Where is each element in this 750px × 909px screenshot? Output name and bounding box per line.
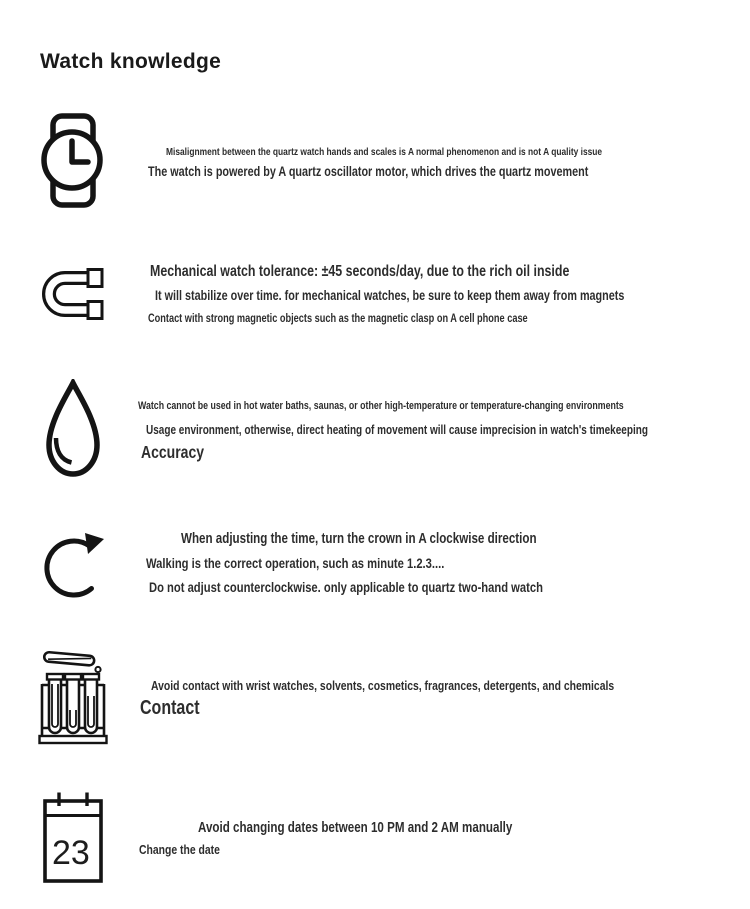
quartz-note-small: Misalignment between the quartz watch hands and scales is A normal phenomenon and is not A quality issue xyxy=(166,146,603,158)
magnet-note-small: Contact with strong magnetic objects such as the magnetic clasp on A cell phone case xyxy=(148,313,528,325)
test-tubes-icon xyxy=(38,648,108,748)
page-title: Watch knowledge xyxy=(40,50,222,74)
watch-icon xyxy=(39,111,105,210)
accuracy-note-small: Watch cannot be used in hot water baths, saunas, or other high-temperature or temperature-changing environments xyxy=(138,400,624,412)
calendar-date: 23 xyxy=(52,834,90,872)
adjust-headline: When adjusting the time, turn the crown in A clockwise direction xyxy=(181,531,537,547)
contact-note-main: Avoid contact with wrist watches, solvents, cosmetics, fragrances, detergents, and chemicals xyxy=(151,678,615,693)
date-headline: Avoid changing dates between 10 PM and 2 AM manually xyxy=(198,820,513,836)
accuracy-headline: Accuracy xyxy=(141,442,205,462)
date-note-small: Change the date xyxy=(139,842,220,857)
magnet-headline: Mechanical watch tolerance: ±45 seconds/day, due to the rich oil inside xyxy=(150,263,570,280)
calendar-icon xyxy=(42,791,104,885)
adjust-note-1: Walking is the correct operation, such as minute 1.2.3.... xyxy=(146,555,445,571)
adjust-note-2: Do not adjust counterclockwise. only applicable to quartz two-hand watch xyxy=(149,579,543,595)
magnet-note-main: It will stabilize over time. for mechanical watches, be sure to keep them away from magnets xyxy=(155,288,625,303)
quartz-note-main: The watch is powered by A quartz oscillator motor, which drives the quartz movement xyxy=(148,164,589,179)
clockwise-arrow-icon xyxy=(42,526,108,600)
accuracy-note-main: Usage environment, otherwise, direct heating of movement will cause imprecision in watch's timekeeping xyxy=(146,423,648,437)
magnet-icon xyxy=(40,266,106,322)
contact-headline: Contact xyxy=(140,697,200,719)
water-drop-icon xyxy=(42,379,104,479)
